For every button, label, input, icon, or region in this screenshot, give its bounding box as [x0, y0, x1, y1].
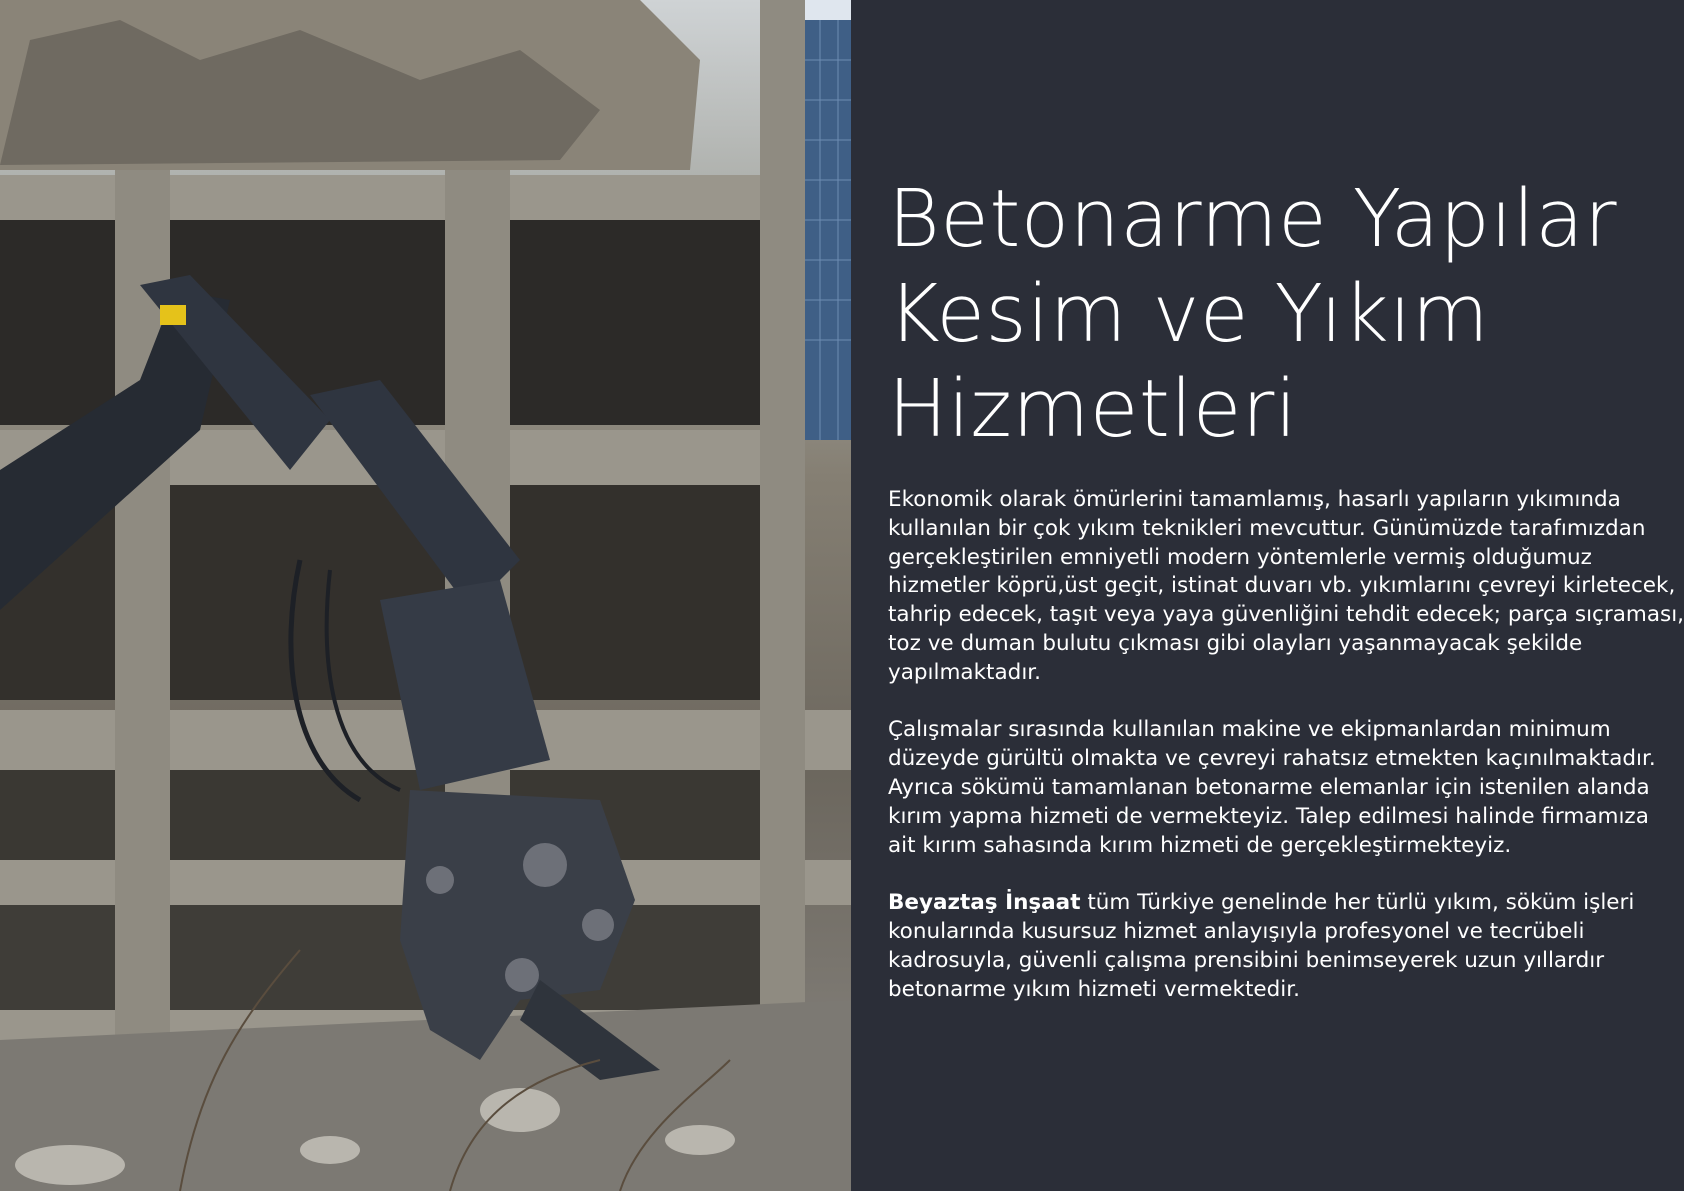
paragraph-line: Ayrıca sökümü tamamlanan betonarme elemanlar için istenilen alanda	[888, 774, 1650, 800]
content-panel	[851, 0, 1684, 1191]
paragraph-line: kırım yapma hizmeti de vermekteyiz. Talep edilmesi halinde firmamıza	[888, 803, 1649, 829]
paragraph-line-rest: tüm Türkiye genelinde her türlü yıkım, söküm işleri	[1080, 890, 1635, 916]
paragraph-line: konularında kusursuz hizmet anlayışıyla profesyonel ve tecrübeli	[888, 918, 1585, 944]
warning-sticker	[160, 305, 186, 325]
title-line-2: Kesim ve Yıkım	[888, 268, 1490, 360]
paragraph-line: düzeyde gürültü olmakta ve çevreyi rahatsız etmekten kaçınılmaktadır.	[888, 746, 1656, 772]
paragraph-company	[888, 889, 1678, 1004]
paragraph-line: yapılmaktadır.	[888, 659, 1041, 685]
paragraph-line: toz ve duman bulutu çıkması gibi olayları yaşanmayacak şekilde	[888, 630, 1583, 656]
paragraph-line: gerçekleştirilen emniyetli modern yöntemlerle vermiş olduğumuz	[888, 544, 1592, 570]
paragraph-line: betonarme yıkım hizmeti vermektedir.	[888, 976, 1300, 1002]
paragraph-equipment	[888, 716, 1678, 860]
body-text	[888, 486, 1684, 1033]
paragraph-line: Ekonomik olarak ömürlerini tamamlamış, hasarlı yapıların yıkımında	[888, 487, 1621, 512]
paragraph-line: tahrip edecek, taşıt veya yaya güvenliğini tehdit edecek; parça sıçraması,	[888, 602, 1684, 628]
glass-tower	[800, 20, 851, 440]
page-title	[888, 172, 1668, 457]
paragraph-line: hizmetler köprü,üst geçit, istinat duvarı vb. yıkımlarını çevreyi kirletecek,	[888, 573, 1676, 599]
paragraph-line	[888, 889, 1678, 918]
title-line-3: Hizmetleri	[888, 363, 1298, 455]
paragraph-line: ait kırım sahasında kırım hizmeti de gerçekleştirmekteyiz.	[888, 832, 1512, 858]
company-name: Beyaztaş İnşaat	[888, 890, 1081, 916]
paragraph-line: kullanılan bir çok yıkım teknikleri mevcuttur. Günümüzde tarafımızdan	[888, 515, 1646, 541]
paragraph-intro	[888, 486, 1684, 688]
paragraph-line: kadrosuyla, güvenli çalışma prensibini benimseyerek uzun yıllardır	[888, 947, 1605, 973]
paragraph-line: Çalışmalar sırasında kullanılan makine ve ekipmanlardan minimum	[888, 717, 1611, 743]
title-line-1: Betonarme Yapılar	[888, 173, 1618, 265]
